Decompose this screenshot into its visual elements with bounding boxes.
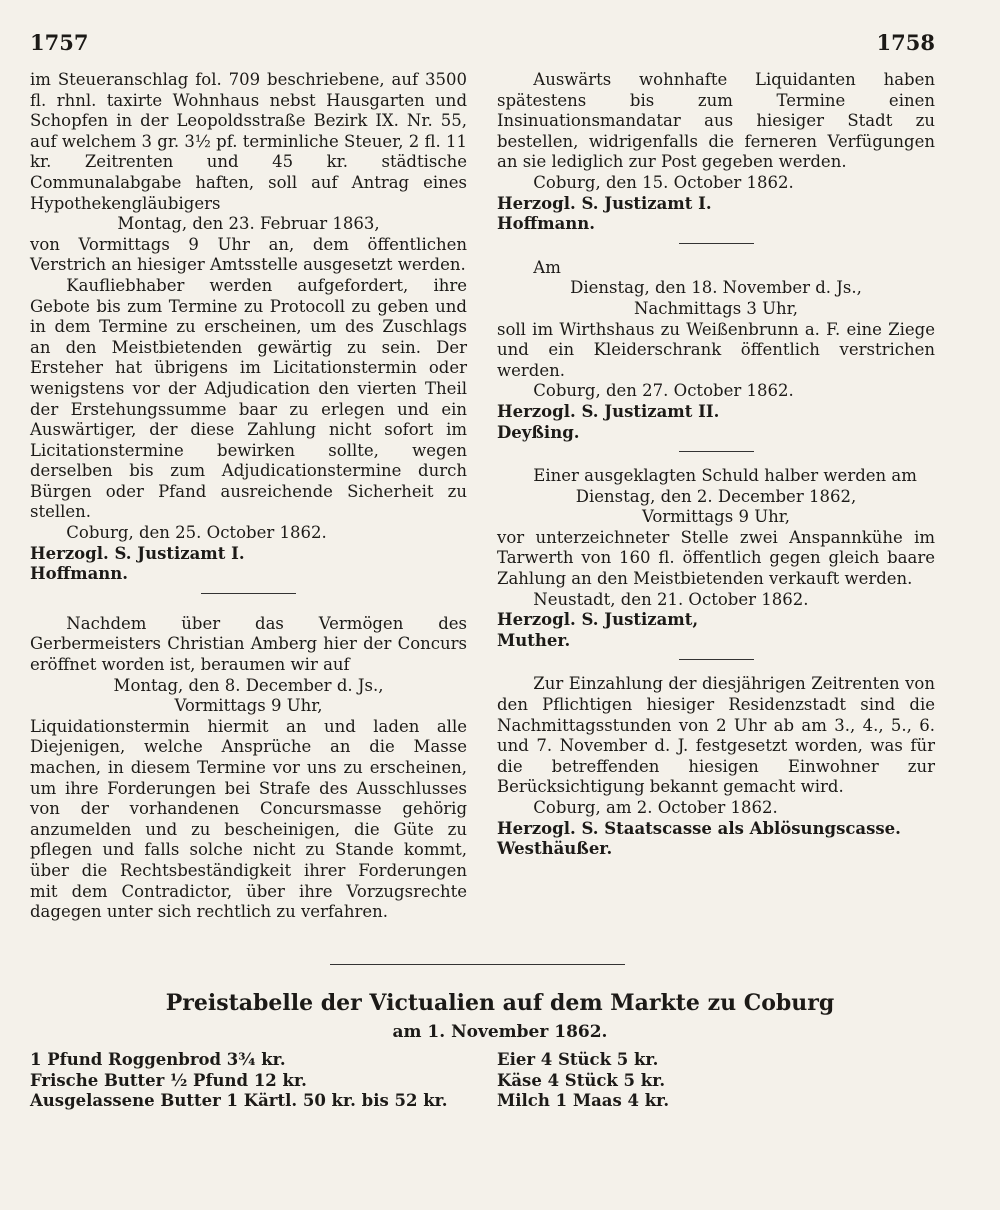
signer: Muther. [497,630,571,650]
separator-rule [201,593,296,594]
signer: Hoffmann. [497,214,596,234]
authority: Herzogl. S. Justizamt I. [30,543,245,563]
place-date: Neustadt, den 21. October 1862. [533,589,809,609]
signer: Hoffmann. [30,564,129,584]
authority: Herzogl. S. Staatscasse als Ablösungscasse. [497,818,901,838]
price-item: Ausgelassene Butter 1 Kärtl. 50 kr. bis 52 kr. [30,1091,448,1110]
page-number-left: 1757 [30,30,89,55]
authority: Herzogl. S. Justizamt I. [497,193,712,213]
separator-rule [679,243,754,244]
auction-date: Montag, den 8. December d. Js., [113,675,384,695]
separator-rule [679,659,754,660]
price-table-date: am 1. November 1862. [392,1022,608,1042]
notice-body: Kaufliebhaber werden aufgefordert, ihre Gebote bis zum Termine zu Protocoll zu geben und in dem Termine zu erscheinen, um des Zuschlags an den Meistbietenden gewärtig zu sein. Der Ersteher hat übrigens im Licitationstermin oder wenigstens vor der Adjudication den vierten Theil der Erstehungssumme baar zu erlegen und ein Auswärtiger, der diese Zahlung nicht sofort im Licitationstermine bewirken sollte, wegen derselben bis zum Adjudicationstermine durch Bürgen oder Pfand ausreichende Sicherheit zu stellen. [30,275,467,522]
notice-intro: Am [533,257,561,277]
section-rule [330,964,625,965]
price-table-title: Preistabelle der Victualien auf dem Markte zu Coburg [165,990,835,1016]
separator-rule [679,451,754,452]
price-item: Milch 1 Maas 4 kr. [497,1091,670,1110]
notice-intro: Einer ausgeklagten Schuld halber werden am [533,466,917,486]
signer: Deyßing. [497,422,580,442]
auction-date: Montag, den 23. Februar 1863, [117,214,380,234]
notice-body: vor unterzeichneter Stelle zwei Anspannkühe im Tarwerth von 160 fl. öffentlich gegen gleich baare Zahlung an den Meistbietenden verkauft werden. [497,527,935,589]
auction-time: Vormittags 9 Uhr, [174,696,323,716]
auction-time: Vormittags 9 Uhr, [641,507,791,527]
right-column [497,70,935,860]
auction-date: Dienstag, den 18. November d. Js., [570,278,862,298]
authority: Herzogl. S. Justizamt II. [497,401,720,421]
auction-date: Dienstag, den 2. December 1862, [575,486,857,506]
signer: Westhäußer. [497,839,613,859]
price-item: 1 Pfund Roggenbrod 3¾ kr. [30,1050,286,1069]
notice-body: Auswärts wohnhafte Liquidanten haben spätestens bis zum Termine einen Insinuationsmandatar aus hiesiger Stadt zu bestellen, widrigenfalls die ferneren Verfügungen an sie lediglich zur Post gegeben werden. [497,70,935,172]
notice-body: soll im Wirthshaus zu Weißenbrunn a. F. eine Ziege und ein Kleiderschrank öffentlich verstrichen werden. [497,319,935,380]
price-item: Frische Butter ½ Pfund 12 kr. [30,1070,307,1090]
notice-body: Liquidationstermin hiermit an und laden alle Diejenigen, welche Ansprüche an die Masse machen, in diesem Termine vor uns zu erscheinen, um ihre Forderungen bei Strafe des Ausschlusses von der vorhandenen Concursmasse gehörig anzumelden und zu bescheinigen, die Güte zu pflegen und falls solche nicht zu Stande kommt, über die Rechtsbeständigkeit ihrer Forderungen mit dem Contradictor, über ihre Vorzugsrechte dagegen unter sich rechtlich zu verfahren. [30,716,467,922]
auction-time: Nachmittags 3 Uhr, [633,298,799,318]
price-item: Eier 4 Stück 5 kr. [497,1050,659,1069]
price-list-left [30,1050,448,1112]
page-number-right: 1758 [876,30,935,55]
place-date: Coburg, den 27. October 1862. [533,381,794,401]
price-item: Käse 4 Stück 5 kr. [497,1070,666,1090]
notice-body: Zur Einzahlung der diesjährigen Zeitrenten von den Pflichtigen hiesiger Residenzstadt sind die Nachmittagsstunden von 2 Uhr ab am 3., 4., 5., 6. und 7. November d. J. festgesetzt worden, was für die betreffenden hiesigen Einwohner zur Berücksichtigung bekannt gemacht wird. [497,674,935,797]
notice-body: Nachdem über das Vermögen des Gerbermeisters Christian Amberg hier der Concurs eröffnet worden ist, beraumen wir auf [30,613,467,675]
authority: Herzogl. S. Justizamt, [497,610,699,630]
price-list-right [497,1050,669,1112]
left-column [30,70,467,923]
notice-body: von Vormittags 9 Uhr an, dem öffentlichen Verstrich an hiesiger Amtsstelle ausgesetzt werden. [30,234,467,275]
place-date: Coburg, den 15. October 1862. [533,172,794,192]
place-date: Coburg, den 25. October 1862. [66,523,327,543]
notice-body: im Steueranschlag fol. 709 beschriebene, auf 3500 fl. rhnl. taxirte Wohnhaus nebst Hausgarten und Schopfen in der Leopoldsstraße Bezirk IX. Nr. 55, auf welchem 3 gr. 3½ pf. terminliche Steuer, 2 fl. 11 kr. Zeitrenten und 45 kr. städtische Communalabgabe haften, soll auf Antrag eines Hypothekengläubigers [30,70,467,213]
place-date: Coburg, am 2. October 1862. [533,798,778,817]
